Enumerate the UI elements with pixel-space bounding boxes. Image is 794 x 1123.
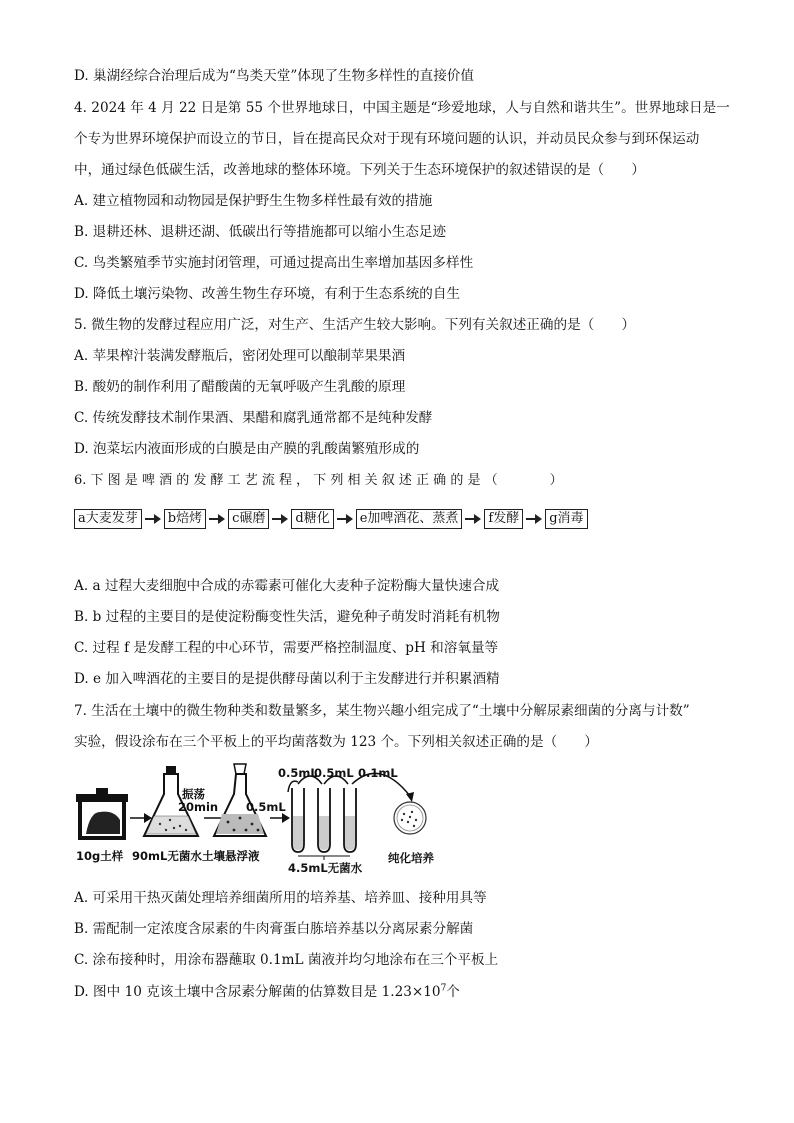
q7-stem-line1: 7. 生活在土壤中的微生物种类和数量繁多，某生物兴趣小组完成了“土壤中分解尿素细菌的分离与计数” bbox=[74, 703, 690, 719]
tube-water-label: 4.5mL无菌水 bbox=[288, 861, 363, 875]
q7-option-d-text: D. 图中 10 克该土壤中含尿素分解菌的估算数目是 1.23×10 bbox=[74, 984, 441, 1000]
flow-step-f: f发酵 bbox=[484, 509, 523, 529]
test-tube-icon bbox=[318, 788, 330, 852]
volume-label-1: 0.5mL bbox=[246, 800, 286, 814]
q4-stem-line3: 中，通过绿色低碳生活，改善地球的整体环境。下列关于生态环境保护的叙述错误的是（ ） bbox=[74, 162, 645, 178]
q5-option-a: A. 苹果榨汁装满发酵瓶后，密闭处理可以酿制苹果果酒 bbox=[74, 348, 406, 364]
arrow-icon bbox=[130, 813, 152, 823]
q6-option-a: A. a 过程大麦细胞中合成的赤霉素可催化大麦种子淀粉酶大量快速合成 bbox=[74, 578, 500, 594]
flow-step-g: g消毒 bbox=[545, 509, 587, 529]
arrow-icon bbox=[465, 514, 481, 524]
q5-stem: 5. 微生物的发酵过程应用广泛，对生产、生活产生较大影响。下列有关叙述正确的是（ ） bbox=[74, 317, 636, 333]
soil-container-icon bbox=[76, 788, 128, 838]
arrow-icon bbox=[337, 514, 353, 524]
test-tube-icon bbox=[344, 788, 356, 852]
arrow-icon bbox=[209, 514, 225, 524]
flow-step-c: c碾磨 bbox=[228, 509, 269, 529]
shake-label: 振荡 bbox=[182, 787, 205, 801]
q6-option-c: C. 过程 f 是发酵工程的中心环节，需要严格控制温度、pH 和溶氧量等 bbox=[74, 640, 499, 656]
q6-option-b: B. b 过程的主要目的是使淀粉酶变性失活，避免种子萌发时消耗有机物 bbox=[74, 609, 500, 625]
flow-step-b: b焙烤 bbox=[164, 509, 206, 529]
q4-option-c: C. 鸟类繁殖季节实施封闭管理，可通过提高出生率增加基因多样性 bbox=[74, 255, 474, 271]
soil-sample-label: 10g土样 bbox=[76, 849, 124, 863]
q4-option-d: D. 降低土壤污染物、改善生物生存环境，有利于生态系统的自生 bbox=[74, 286, 461, 302]
q5-option-d: D. 泡菜坛内液面形成的白膜是由产膜的乳酸菌繁殖形成的 bbox=[74, 441, 420, 457]
brewing-flowchart bbox=[74, 509, 588, 529]
q5-option-b: B. 酸奶的制作利用了醋酸菌的无氧呼吸产生乳酸的原理 bbox=[74, 379, 406, 395]
petri-dish-icon bbox=[394, 802, 426, 834]
q7-option-a: A. 可采用干热灭菌处理培养细菌所用的培养基、培养皿、接种用具等 bbox=[74, 890, 487, 906]
culture-label: 纯化培养 bbox=[388, 851, 434, 865]
arrow-icon bbox=[270, 813, 290, 823]
q3-option-d: D. 巢湖经综合治理后成为“鸟类天堂”体现了生物多样性的直接价值 bbox=[74, 68, 474, 84]
q7-option-c: C. 涂布接种时，用涂布器蘸取 0.1mL 菌液并均匀地涂布在三个平板上 bbox=[74, 952, 499, 968]
q7-option-b: B. 需配制一定浓度含尿素的牛肉膏蛋白胨培养基以分离尿素分解菌 bbox=[74, 921, 474, 937]
volume-label-3: 0.5mL bbox=[314, 766, 354, 780]
sterile-water-label: 90mL无菌水 bbox=[132, 849, 202, 863]
flow-step-d: d糖化 bbox=[291, 509, 333, 529]
dilution-figure bbox=[70, 760, 490, 880]
shake-time-label: 20min bbox=[178, 800, 219, 814]
volume-label-4: 0.1mL bbox=[358, 766, 398, 780]
flow-step-a: a大麦发芽 bbox=[74, 509, 142, 529]
q4-option-a: A. 建立植物园和动物园是保护野生生物多样性最有效的措施 bbox=[74, 193, 433, 209]
q6-stem: 6. 下 图 是 啤 酒 的 发 酵 工 艺 流 程 ， 下 列 相 关 叙 述 正 确 的 是 （ ） bbox=[74, 473, 563, 488]
q6-option-d: D. e 加入啤酒花的主要目的是提供酵母菌以利于主发酵进行并积累酒精 bbox=[74, 671, 500, 687]
q7-stem-line2: 实验，假设涂布在三个平板上的平均菌落数为 123 个。下列相关叙述正确的是（ ） bbox=[74, 734, 598, 750]
q5-option-c: C. 传统发酵技术制作果酒、果醋和腐乳通常都不是纯种发酵 bbox=[74, 410, 433, 426]
test-tube-icon bbox=[292, 788, 304, 852]
q7-option-d-unit: 个 bbox=[446, 984, 460, 1000]
q7-option-d-exponent: 7 bbox=[440, 983, 447, 994]
arrow-icon bbox=[526, 514, 542, 524]
flow-step-e: e加啤酒花、蒸煮 bbox=[356, 509, 463, 529]
q4-stem-line1: 4. 2024 年 4 月 22 日是第 55 个世界地球日，中国主题是“珍爱地球，人与自然和谐共生”。世界地球日是一 bbox=[74, 100, 730, 116]
q4-option-b: B. 退耕还林、退耕还湖、低碳出行等措施都可以缩小生态足迹 bbox=[74, 224, 447, 240]
arrow-icon bbox=[272, 514, 288, 524]
arrow-icon bbox=[145, 514, 161, 524]
q4-stem-line2: 个专为世界环境保护而设立的节日，旨在提高民众对于现有环境问题的认识，并动员民众参与到环保运动 bbox=[74, 131, 700, 147]
suspension-label: 土壤悬浮液 bbox=[202, 849, 260, 863]
volume-label-2: 0.5mL bbox=[278, 766, 318, 780]
q7-option-d bbox=[74, 983, 460, 1001]
